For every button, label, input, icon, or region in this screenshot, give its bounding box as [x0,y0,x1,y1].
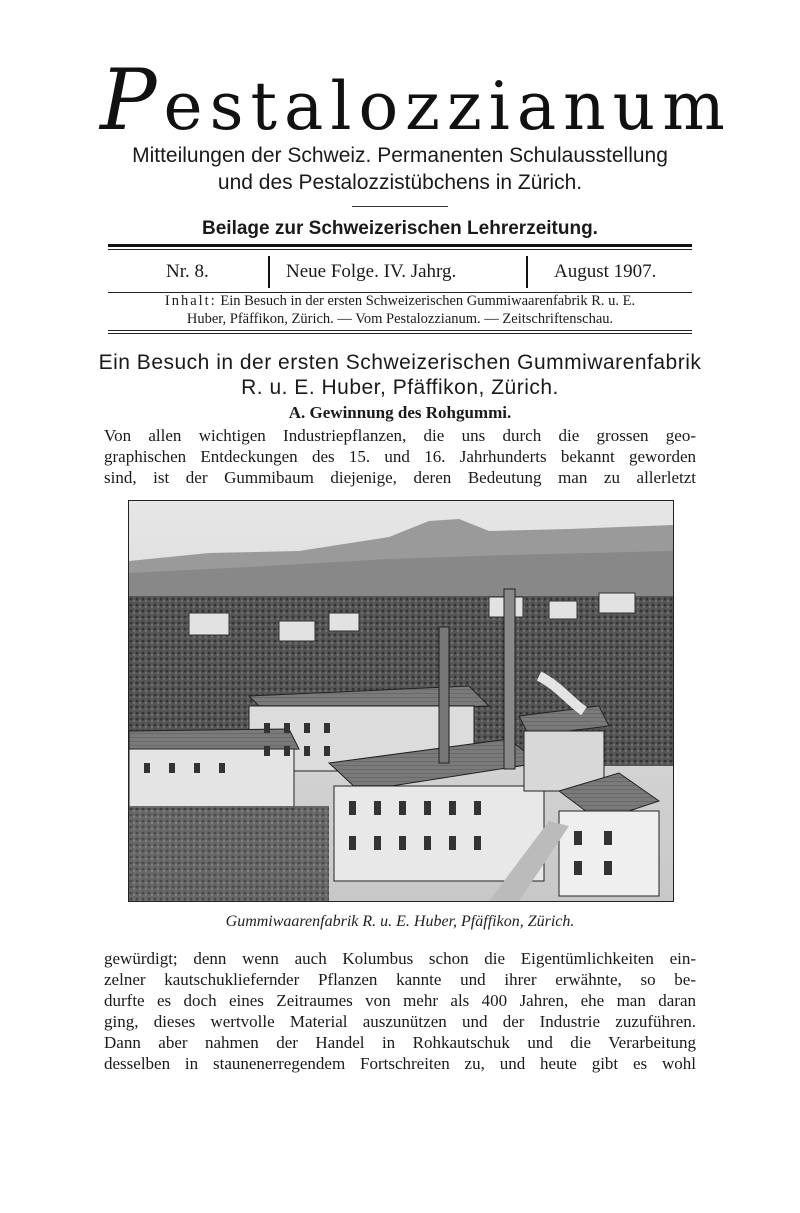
paragraph-2 [104,948,696,1074]
issue-info-bar [108,252,692,292]
paragraph-2-line: desselben in staunenerregendem Fortschreiten zu, und heute gibt es wohl [104,1054,696,1073]
factory-photograph [128,500,674,902]
issue-series: Neue Folge. IV. Jahrg. [286,261,457,282]
contents-rule-1 [108,330,692,331]
paragraph-2-line: ging, dieses wertvolle Material auszunützen und der Industrie zuzuführen. [104,1012,696,1031]
contents-rule-2 [108,333,692,334]
issue-date: August 1907. [554,261,657,282]
short-divider [352,206,448,207]
header-rule-top-thin [108,249,692,250]
contents-text-1: Ein Besuch in der ersten Schweizerischen Gummiwaarenfabrik R. u. E. [220,293,636,309]
masthead-rest: estalozzianum [163,68,732,145]
article-title-line-2: R. u. E. Huber, Pfäffikon, Zürich. [241,376,559,399]
paragraph-1-line: sind, ist der Gummibaum diejenige, deren Bedeutung man zu allerletzt [104,468,696,487]
paragraph-2-line: gewürdigt; denn wenn auch Kolumbus schon die Eigentümlichkeiten ein- [104,949,696,968]
issue-number: Nr. 8. [166,261,209,282]
section-heading: A. Gewinnung des Rohgummi. [288,403,512,422]
paragraph-1 [104,425,696,488]
paragraph-2-line: Dann aber nahmen der Handel in Rohkautschuk und die Verarbeitung [104,1033,696,1052]
contents-line-2: Huber, Pfäffikon, Zürich. — Vom Pestalozzianum. — Zeitschriftenschau. [186,311,614,327]
table-of-contents [104,292,696,328]
paragraph-1-line: graphischen Entdeckungen des 15. und 16. Jahrhunderts bekannt geworden [104,447,696,466]
figure-caption: Gummiwaarenfabrik R. u. E. Huber, Pfäffikon, Zürich. [225,913,575,930]
contents-line-1 [104,292,696,310]
subtitle-line-1: Mitteilungen der Schweiz. Permanenten Schulausstellung [132,144,668,167]
subtitle-line-2: und des Pestalozzistübchens in Zürich. [217,171,583,194]
contents-label: Inhalt: [164,293,217,309]
article-title-line-1: Ein Besuch in der ersten Schweizerischen Gummiwarenfabrik [98,351,702,374]
masthead-title [100,51,732,149]
paragraph-1-line: Von allen wichtigen Industriepflanzen, die uns durch die grossen geo- [104,426,696,445]
article-title [90,350,710,400]
paragraph-2-line: durfte es doch eines Zeitraumes von mehr als 400 Jahren, ehe man daran [104,991,696,1010]
issue-divider-1 [268,256,270,288]
factory-photo-illustration [129,501,673,901]
supplement-line: Beilage zur Schweizerischen Lehrerzeitung. [202,218,598,239]
masthead-initial: P [100,51,164,149]
header-rule-top [108,244,692,247]
issue-divider-2 [526,256,528,288]
paragraph-2-line: zelner kautschukliefernder Pflanzen kannte und ihrer erwähnte, so be- [104,970,696,989]
